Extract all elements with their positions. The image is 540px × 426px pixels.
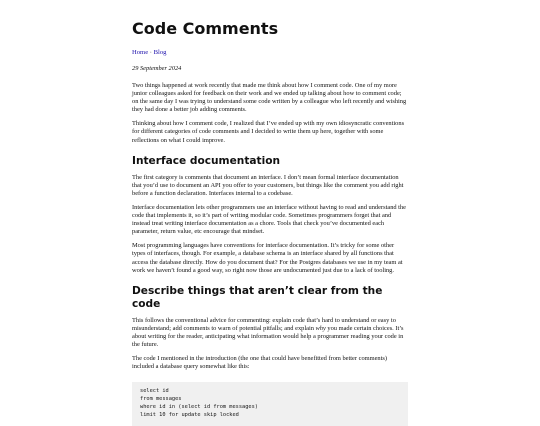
nav-separator: · xyxy=(148,49,154,56)
section-paragraph xyxy=(132,317,408,349)
article xyxy=(132,0,408,426)
section-paragraph: Interface documentation lets other programmers use an interface without having to read and understand the code that implements it, so it’s part of writing modular code. Sometimes programmers forget that and instead treat writing interface documentation as a chore. Tools that check you’ve documented each parameter, return value, etc encourage that mindset. xyxy=(132,203,406,236)
section-heading: Describe things that aren’t clear from the code xyxy=(132,284,383,310)
section-paragraph: The code I mentioned in the introduction (the one that could have benefitted from better comments) included a database query somewhat like this: xyxy=(132,355,388,371)
intro-paragraph: Thinking about how I comment code, I realized that I’ve ended up with my own idiosyncratic conventions for different categories of code comments and I decided to write them up here, together with some reflections on what I could improve. xyxy=(132,120,405,144)
intro-paragraph: Two things happened at work recently that made me think about how I comment code. One of my more junior colleagues asked for feedback on their work and we ended up talking about how to comment code; on the same day I was trying to understand some code written by a colleague who left recently and wishing they had done a better job adding comments. xyxy=(132,82,407,114)
section-heading: Interface documentation xyxy=(132,154,281,167)
emphasis: why xyxy=(315,324,326,332)
post-date: 29 September 2024 xyxy=(132,65,182,72)
section-paragraph: The first category is comments that document an interface. I don’t mean formal interface documentation that you’d use to document an API you offer to your customers, but things like the comment you add right before a function declaration. Interfaces internal to a codebase. xyxy=(132,173,404,197)
nav-link-home[interactable]: Home xyxy=(132,49,149,56)
code-block: select id from messages where id in (select id from messages) limit 10 for update skip locked xyxy=(132,382,408,426)
text-span: you made certain choices. It’s about writing for the reader, anticipating what information would help a programmer reading your code in the future. xyxy=(132,324,404,348)
nav-link-blog[interactable]: Blog xyxy=(153,49,167,56)
breadcrumb xyxy=(132,48,408,57)
page-title: Code Comments xyxy=(132,19,279,38)
text-span: This follows the conventional advice for commenting: explain code that’s hard to understand or easy to misunderstand; add comments to warn of potential pitfalls; and explain xyxy=(132,316,396,332)
section-paragraph: Most programming languages have conventions for interface documentation. It’s tricky for some other types of interfaces, though. For example, a database schema is an interface shared by all functions that access the database directly. How do you document that? For the Postgres databases we use in my team at work we haven’t found a good way, so right now those are undocumented just due to a lack of tooling. xyxy=(132,242,403,274)
